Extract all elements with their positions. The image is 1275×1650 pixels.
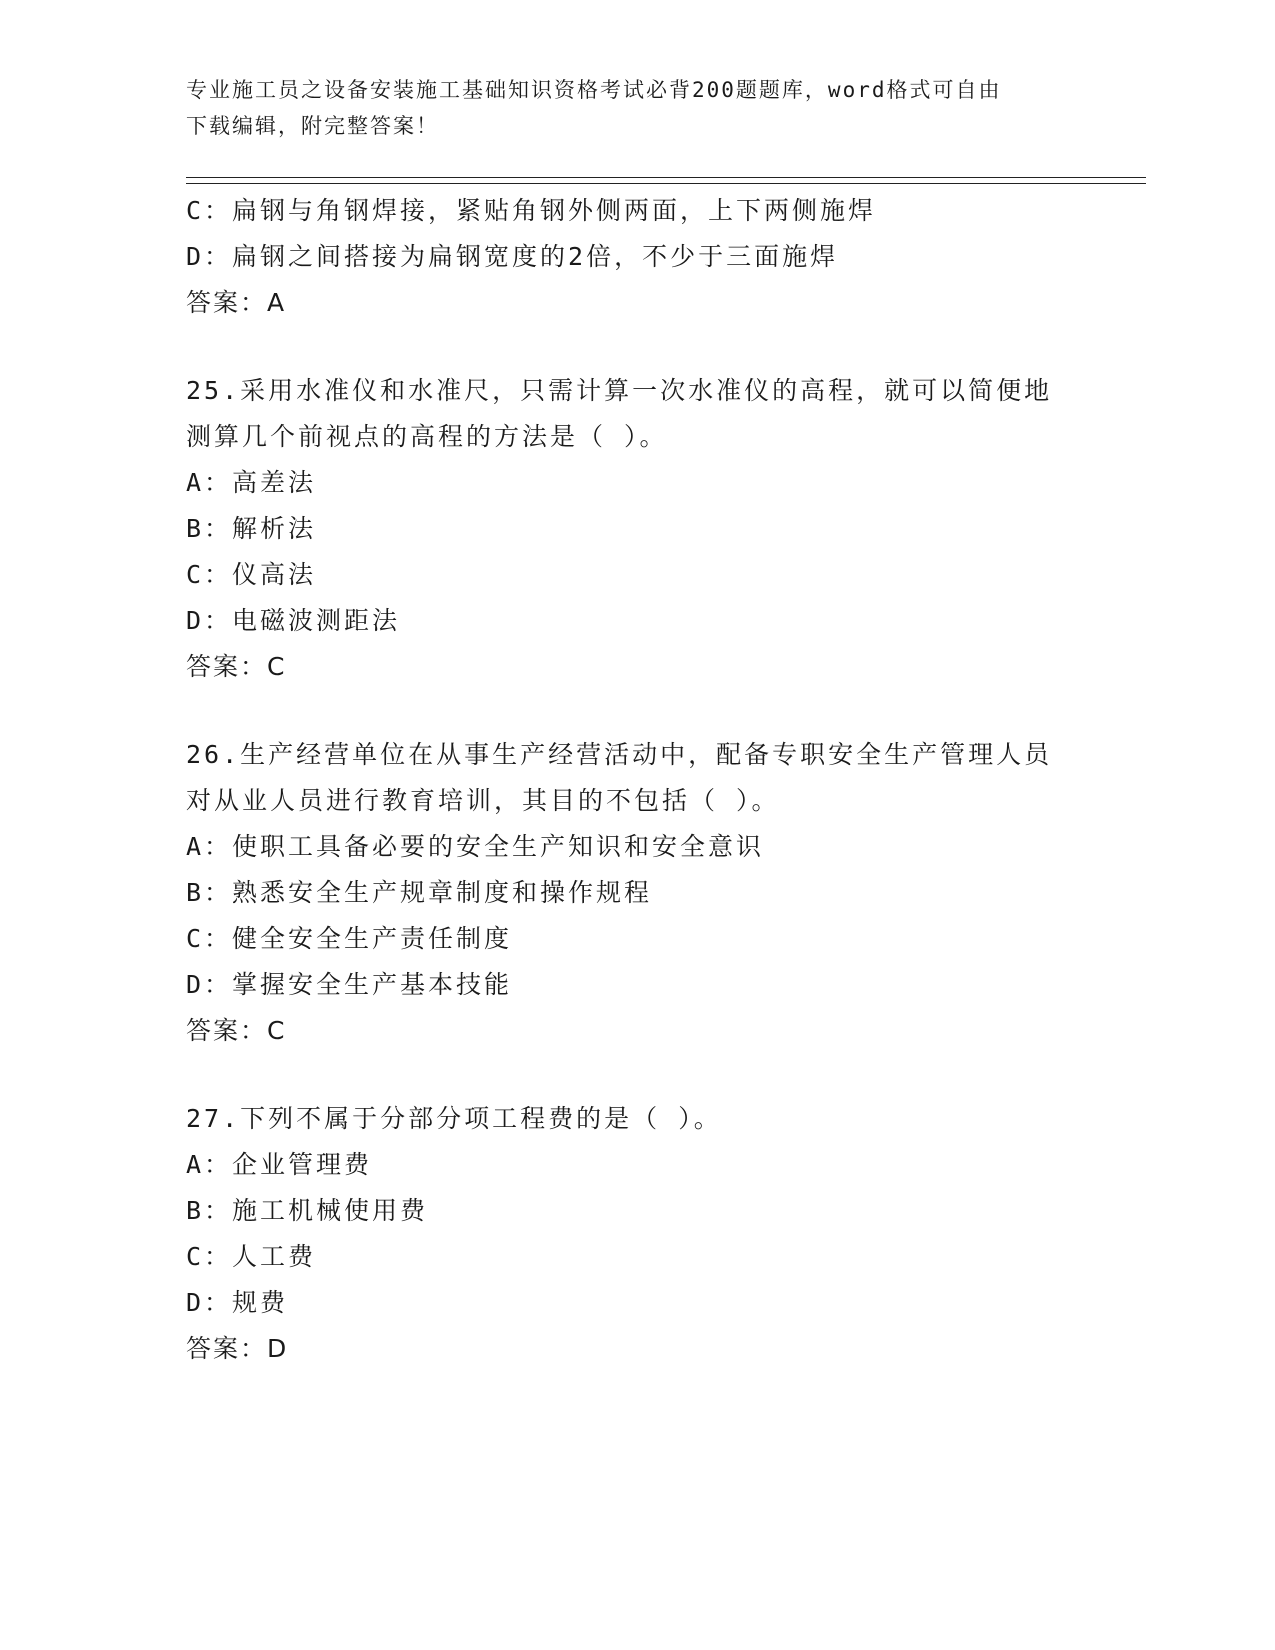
option-b: B：解析法 <box>186 514 317 543</box>
header-title-line-1: 专业施工员之设备安装施工基础知识资格考试必背200题题库，word格式可自由 <box>186 78 1002 102</box>
continued-question <box>186 188 1086 326</box>
question-stem-line: 对从业人员进行教育培训，其目的不包括（ ）。 <box>186 786 780 815</box>
option-a: A：高差法 <box>186 468 317 497</box>
answer-line: 答案：C <box>186 652 287 681</box>
question-stem-line: 25.采用水准仪和水准尺，只需计算一次水准仪的高程，就可以简便地 <box>186 376 1053 405</box>
question-25 <box>186 368 1086 690</box>
option-d: D：扁钢之间搭接为扁钢宽度的2倍，不少于三面施焊 <box>186 242 839 271</box>
option-d: D：掌握安全生产基本技能 <box>186 970 513 999</box>
header-divider <box>186 177 1146 178</box>
question-content <box>186 188 1086 1372</box>
option-c: C：仪高法 <box>186 560 317 589</box>
answer-line: 答案：C <box>186 1016 287 1045</box>
option-a: A：企业管理费 <box>186 1150 373 1179</box>
option-a: A：使职工具备必要的安全生产知识和安全意识 <box>186 832 765 861</box>
question-stem-line: 测算几个前视点的高程的方法是（ ）。 <box>186 422 668 451</box>
answer-line: 答案：D <box>186 1334 289 1363</box>
header-divider-double <box>186 183 1146 184</box>
question-stem-line: 26.生产经营单位在从事生产经营活动中，配备专职安全生产管理人员 <box>186 740 1053 769</box>
header-title-line-2: 下载编辑，附完整答案！ <box>186 114 439 138</box>
page-header <box>186 72 1066 144</box>
option-c: C：扁钢与角钢焊接，紧贴角钢外侧两面，上下两侧施焊 <box>186 196 877 225</box>
option-c: C：人工费 <box>186 1242 317 1271</box>
question-stem-line: 27.下列不属于分部分项工程费的是（ ）。 <box>186 1104 722 1133</box>
option-d: D：电磁波测距法 <box>186 606 401 635</box>
option-b: B：熟悉安全生产规章制度和操作规程 <box>186 878 653 907</box>
option-d: D：规费 <box>186 1288 289 1317</box>
option-c: C：健全安全生产责任制度 <box>186 924 513 953</box>
answer-line: 答案：A <box>186 288 287 317</box>
question-27 <box>186 1096 1086 1372</box>
question-26 <box>186 732 1086 1054</box>
option-b: B：施工机械使用费 <box>186 1196 429 1225</box>
